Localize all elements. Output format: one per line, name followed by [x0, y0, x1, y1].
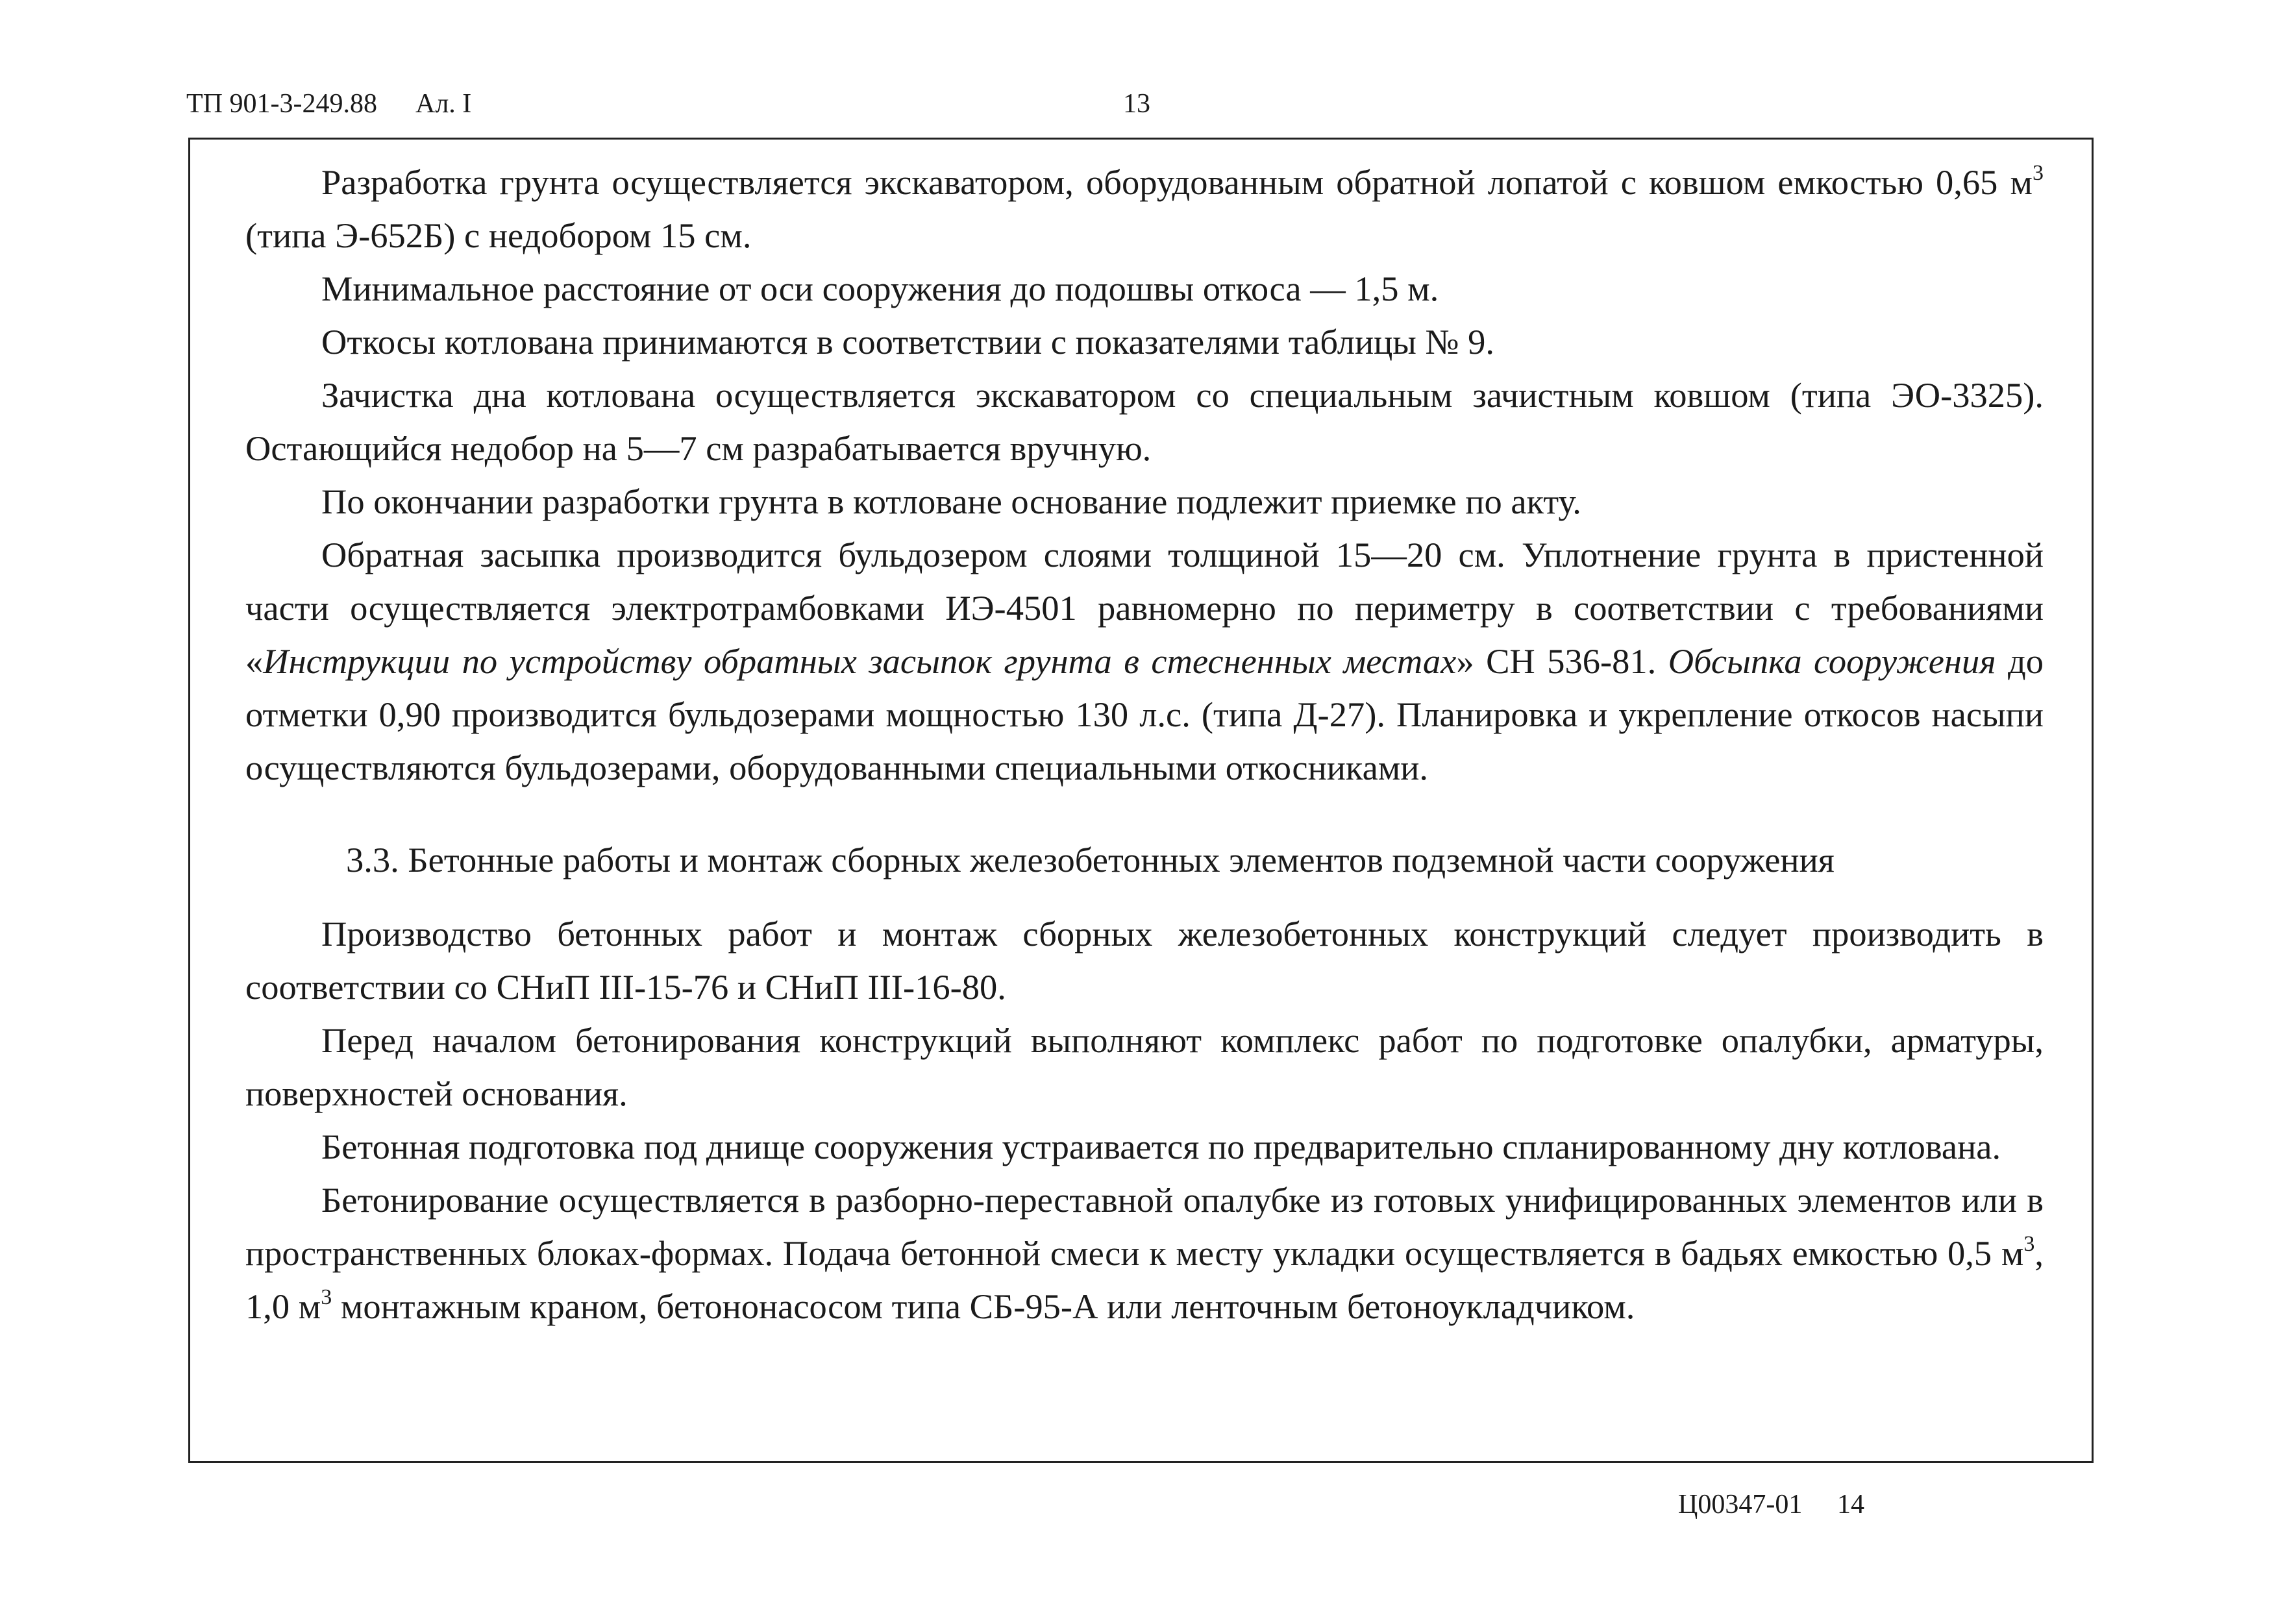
paragraph-cleanup: Зачистка дна котлована осуществляется экскаватором со специальным зачистным ковшом (типа ЭО-3325). Остающийся недобор на 5—7 см разрабатывается вручную.: [245, 375, 2044, 468]
footer-sheet-number: 14: [1837, 1490, 1864, 1519]
document-body: [245, 156, 2044, 1333]
paragraph-acceptance: По окончании разработки грунта в котловане основание подлежит приемке по акту.: [321, 482, 1581, 521]
paragraph-slopes: Откосы котлована принимаются в соответствии с показателями таблицы № 9.: [321, 322, 1495, 362]
footer-code: Ц00347-01: [1678, 1490, 1803, 1519]
paragraph-concrete-works: Производство бетонных работ и монтаж сборных железобетонных конструкций следует производить в соответствии со СНиП III-15-76 и СНиП III-16-80.: [245, 914, 2044, 1007]
sheet-label: Ал. I: [415, 89, 472, 119]
paragraph-backfill: Обратная засыпка производится бульдозером слоями толщиной 15—20 см. Уплотнение грунта в пристенной части осуществляется электротрамбовками ИЭ-4501 равномерно по периметру в соответствии с требованиями «Инструкции по устройству обратных засыпок грунта в стесненных местах» СН 536-81. Обсыпка сооружения до отметки 0,90 производится бульдозерами мощностью 130 л.с. (типа Д-27). Планировка и укрепление откосов насыпи осуществляются бульдозерами, оборудованными специальными откосниками.: [245, 535, 2044, 787]
superscript: 3: [2033, 161, 2044, 185]
page-number: 13: [1123, 89, 1150, 119]
section-heading: 3.3. Бетонные работы и монтаж сборных железобетонных элементов подземной части сооружения: [346, 840, 1835, 880]
paragraph-preparation: Перед началом бетонирования конструкций выполняют комплекс работ по подготовке опалубки, арматуры, поверхностей основания.: [245, 1020, 2044, 1113]
paragraph-concreting: Бетонирование осуществляется в разборно-переставной опалубке из готовых унифицированных элементов или в пространственных блоках-формах. Подача бетонной смеси к месту укладки осуществляется в бадьях емкостью 0,5 $м^3$, 1,0 $м^3$ монтажным краном, бетононасосом типа СБ-95-А или ленточным бетоноукладчиком.: [245, 1180, 2044, 1326]
paragraph-min-distance: Минимальное расстояние от оси сооружения до подошвы откоса — 1,5 м.: [321, 269, 1439, 308]
superscript: 3: [321, 1285, 332, 1309]
document-code: ТП 901-3-249.88: [186, 89, 377, 119]
superscript: 3: [2023, 1232, 2035, 1256]
paragraph-excavation: Разработка грунта осуществляется экскаватором, оборудованным обратной лопатой с ковшом емкостью 0,65 $м^3$ (типа Э-652Б) с недобором 15 см.: [245, 161, 2044, 255]
paragraph-bottom-prep: Бетонная подготовка под днище сооружения устраивается по предварительно спланированному дну котлована.: [321, 1127, 2001, 1166]
